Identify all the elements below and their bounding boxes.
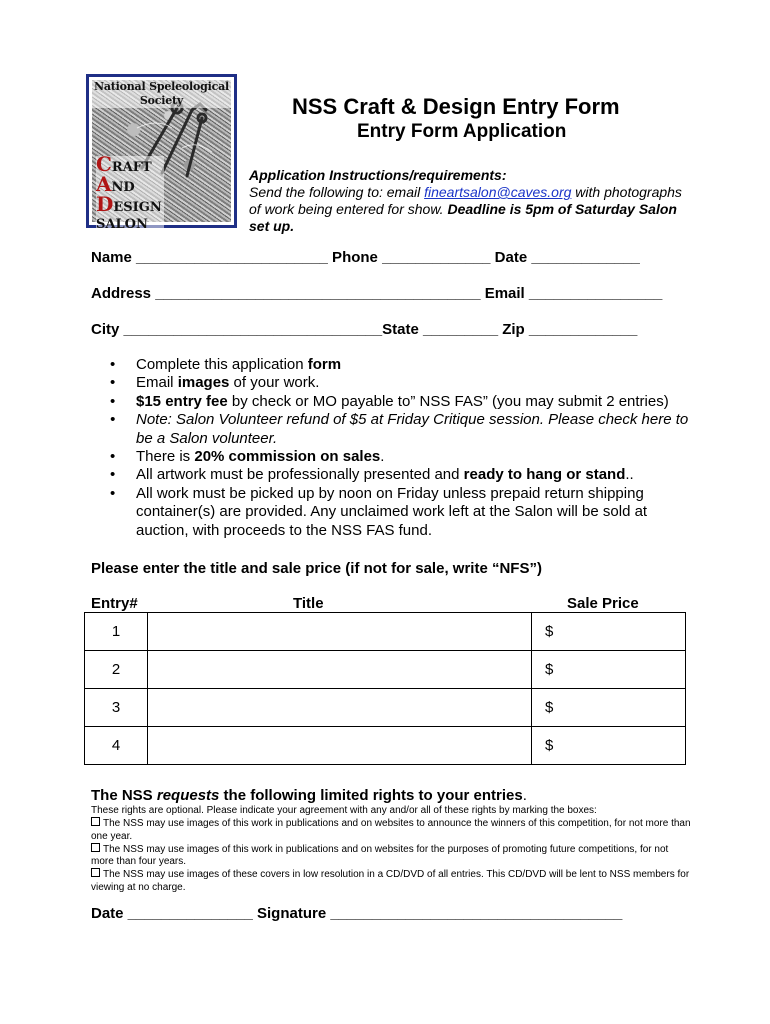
logo-word-and: AND bbox=[96, 176, 164, 196]
city-state-zip-fields[interactable]: City _______________________________State _________ Zip _____________ bbox=[91, 321, 638, 338]
application-instructions bbox=[249, 167, 689, 235]
list-item: • All work must be picked up by noon on Friday unless prepaid return shipping container(s) are provided. Any unclaimed work left at the Salon will be sold at auction, with proceeds to the NSS FAS fund. bbox=[110, 485, 690, 540]
table-row bbox=[85, 651, 686, 689]
title-cell[interactable] bbox=[148, 651, 532, 689]
price-cell[interactable]: $ bbox=[532, 689, 686, 727]
page-title: NSS Craft & Design Entry Form bbox=[292, 94, 620, 119]
deadline-text: Deadline is 5pm of Saturday Salon set up. bbox=[249, 201, 677, 234]
rights-option-1: The NSS may use images of this work in publications and on websites to announce the winners of this competition, for not more than one year. bbox=[91, 818, 691, 842]
rights-option-3: The NSS may use images of these covers in low resolution in a CD/DVD of all entries. This CD/DVD will be lent to NSS members for viewing at no charge. bbox=[91, 869, 690, 893]
table-row bbox=[85, 727, 686, 765]
logo-word-salon: SALON bbox=[96, 216, 164, 233]
logo-words bbox=[96, 152, 164, 233]
price-cell[interactable]: $ bbox=[532, 613, 686, 651]
list-item: • Note: Salon Volunteer refund of $5 at Friday Critique session. Please check here to be a Salon volunteer. bbox=[110, 411, 690, 448]
logo-word-craft: CRAFT bbox=[96, 156, 164, 176]
address-email-fields[interactable]: Address _______________________________________ Email ________________ bbox=[91, 285, 663, 302]
instructions-after-email: with photographs of work being entered for show. bbox=[249, 184, 682, 217]
rights-heading: The NSS requests the following limited rights to your entries. bbox=[91, 787, 527, 804]
price-cell[interactable]: $ bbox=[532, 727, 686, 765]
rights-option-2: The NSS may use images of this work in publications and on websites for the purposes of promoting future competitions, for not more than four years. bbox=[91, 843, 669, 868]
name-phone-date-fields[interactable]: Name _______________________ Phone _____________ Date _____________ bbox=[91, 249, 640, 266]
entry-number: 4 bbox=[85, 727, 148, 765]
price-cell[interactable]: $ bbox=[532, 651, 686, 689]
entry-number: 1 bbox=[85, 613, 148, 651]
column-header-title: Title bbox=[293, 595, 324, 612]
rights-checkbox-2[interactable] bbox=[91, 843, 100, 852]
requirements-list bbox=[110, 356, 690, 540]
list-item: • $15 entry fee by check or MO payable to” NSS FAS” (you may submit 2 entries) bbox=[110, 393, 690, 411]
logo-word-design: DESIGN bbox=[96, 192, 162, 216]
rights-section bbox=[91, 805, 691, 894]
nss-craft-design-salon-logo bbox=[86, 74, 237, 232]
title-cell[interactable] bbox=[148, 613, 532, 651]
email-link[interactable]: fineartsalon@caves.org bbox=[424, 184, 572, 200]
entries-instruction: Please enter the title and sale price (if not for sale, write “NFS”) bbox=[91, 560, 542, 577]
entries-table bbox=[84, 612, 686, 765]
entry-number: 3 bbox=[85, 689, 148, 727]
entry-number: 2 bbox=[85, 651, 148, 689]
list-item: • All artwork must be professionally presented and ready to hang or stand.. bbox=[110, 466, 690, 484]
list-item: • Complete this application form bbox=[110, 356, 690, 374]
logo-image bbox=[92, 80, 231, 232]
column-header-sale-price: Sale Price bbox=[567, 595, 639, 612]
table-row bbox=[85, 689, 686, 727]
column-header-entry: Entry# bbox=[91, 595, 138, 612]
rights-intro: These rights are optional. Please indicate your agreement with any and/or all of these rights by marking the boxes: bbox=[91, 805, 597, 816]
instructions-send-text: Send the following to: email bbox=[249, 184, 425, 200]
title-cell[interactable] bbox=[148, 727, 532, 765]
rights-checkbox-1[interactable] bbox=[91, 817, 100, 826]
page-subtitle: Entry Form Application bbox=[357, 121, 567, 142]
logo-society-name: National Speleological Society bbox=[93, 80, 230, 107]
title-cell[interactable] bbox=[148, 689, 532, 727]
list-item: • There is 20% commission on sales. bbox=[110, 448, 690, 466]
instructions-heading: Application Instructions/requirements: bbox=[249, 167, 507, 183]
list-item: • Email images of your work. bbox=[110, 374, 690, 392]
table-row bbox=[85, 613, 686, 651]
rights-checkbox-3[interactable] bbox=[91, 868, 100, 877]
date-signature-fields[interactable]: Date _______________ Signature ___________________________________ bbox=[91, 905, 623, 922]
